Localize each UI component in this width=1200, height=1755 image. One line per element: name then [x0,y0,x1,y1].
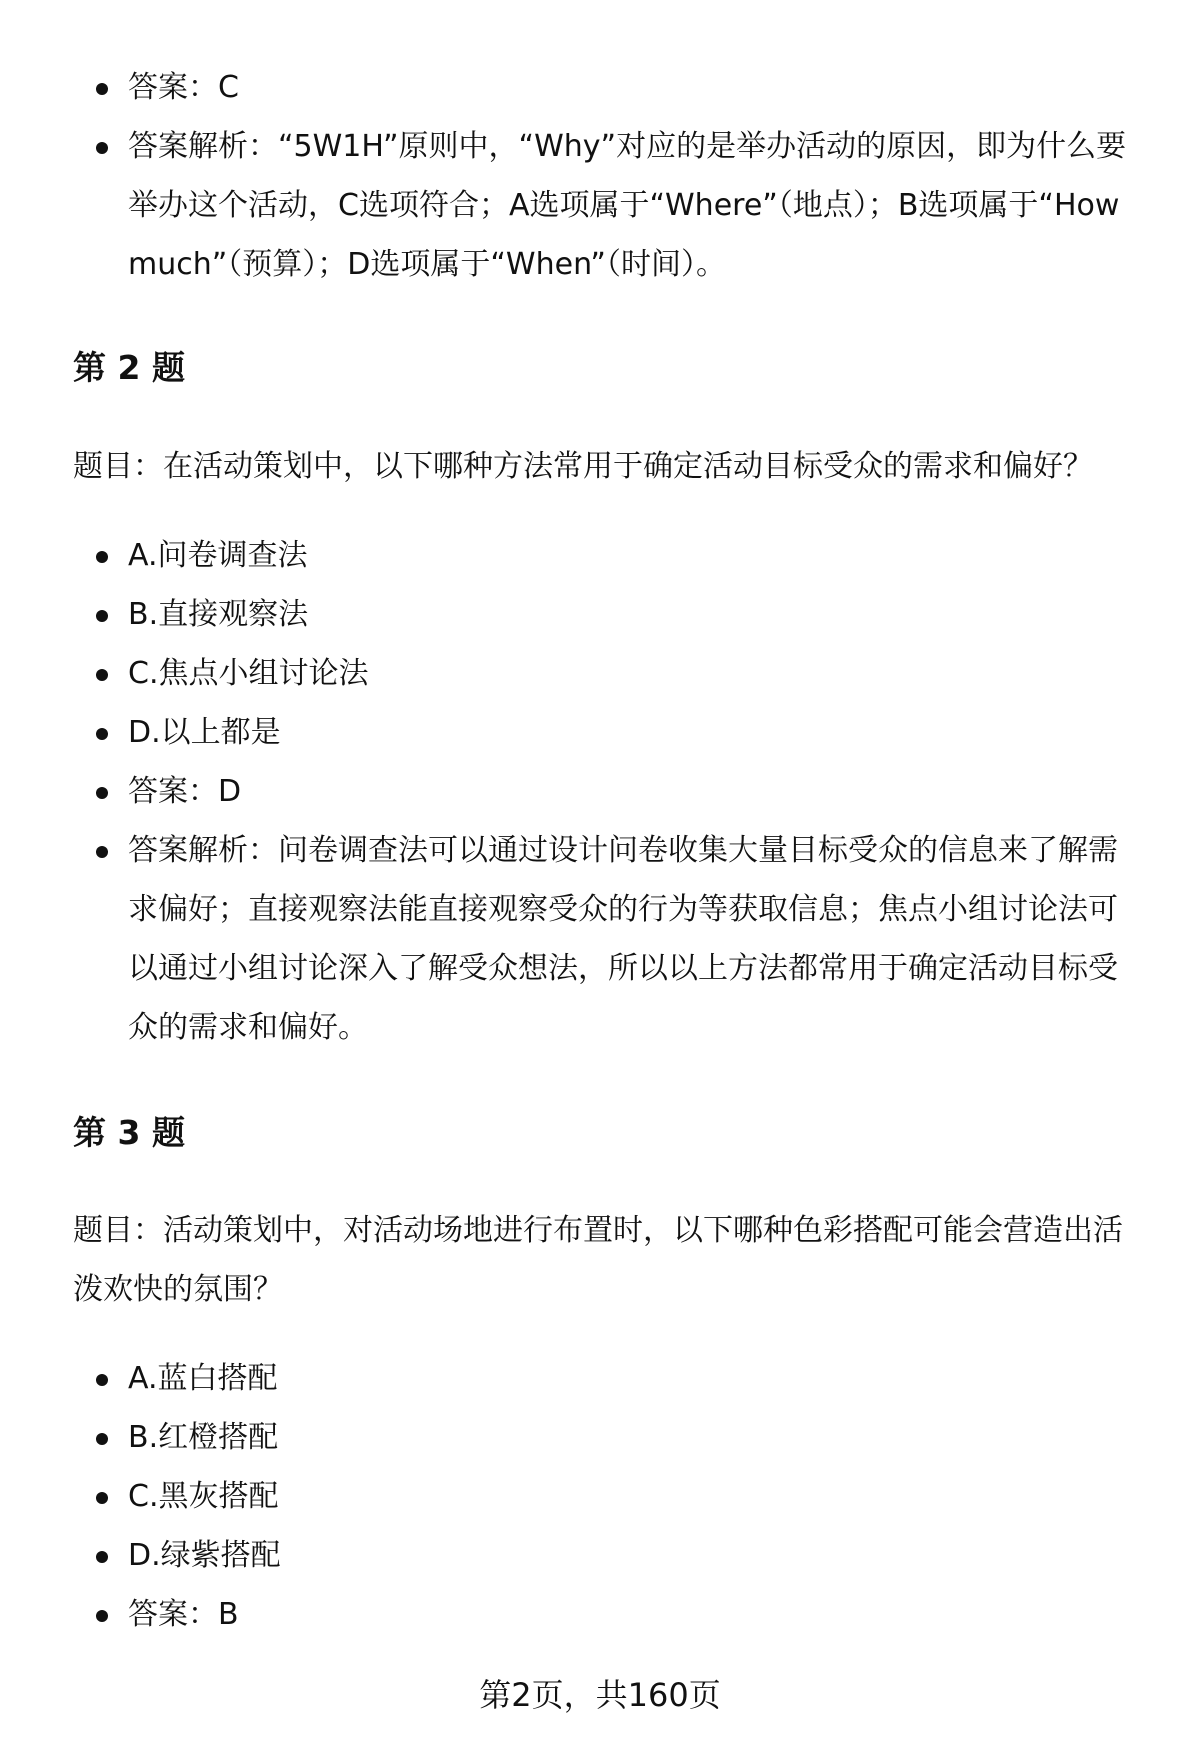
question-heading: 第 3 题 [73,1113,185,1152]
options-list [0,526,1200,1057]
option-item: A.蓝白搭配 [0,1349,1200,1408]
option-item: B.红橙搭配 [0,1408,1200,1467]
question-heading: 第 2 题 [73,348,185,387]
option-item: B.直接观察法 [0,585,1200,644]
question-text: 题目：活动策划中，对活动场地进行布置时，以下哪种色彩搭配可能会营造出活泼欢快的氛围？ [73,1213,1123,1307]
option-item: D.绿紫搭配 [0,1526,1200,1585]
question-1-tail [0,58,1200,294]
answer-list [0,58,1200,294]
page-indicator: 第2页，共160页 [479,1676,721,1714]
question-2-block [0,526,1200,1057]
question-3-block [0,1349,1200,1644]
option-item: C.焦点小组讨论法 [0,644,1200,703]
option-item: A.问卷调查法 [0,526,1200,585]
explanation-item: 答案解析：问卷调查法可以通过设计问卷收集大量目标受众的信息来了解需求偏好；直接观察法能直接观察受众的行为等获取信息；焦点小组讨论法可以通过小组讨论深入了解受众想法，所以以上方法都常用于确定活动目标受众的需求和偏好。 [0,821,1200,1057]
answer-item: 答案：C [0,58,1200,117]
options-list [0,1349,1200,1644]
option-item: D.以上都是 [0,703,1200,762]
question-text: 题目：在活动策划中，以下哪种方法常用于确定活动目标受众的需求和偏好？ [73,449,1093,484]
answer-item: 答案：D [0,762,1200,821]
explanation-item: 答案解析：“5W1H”原则中，“Why”对应的是举办活动的原因，即为什么要举办这个活动，C选项符合；A选项属于“Where”（地点）；B选项属于“How much”（预算）；D选项属于“When”（时间）。 [0,117,1200,294]
answer-item: 答案：B [0,1585,1200,1644]
option-item: C.黑灰搭配 [0,1467,1200,1526]
